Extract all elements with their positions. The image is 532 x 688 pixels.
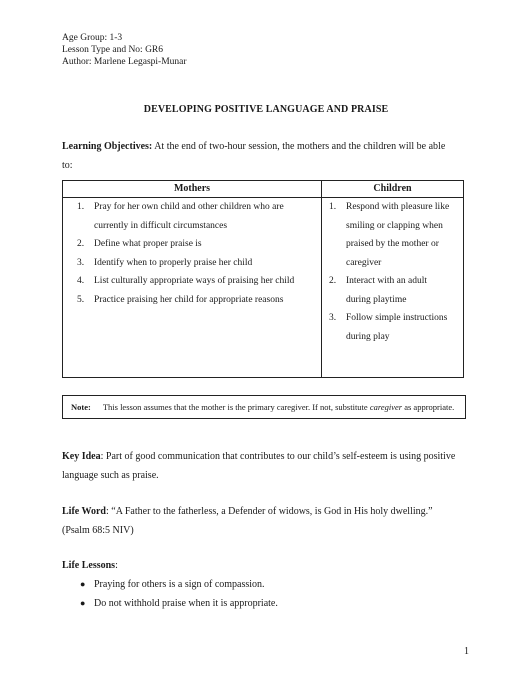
list-item: ● Do not withhold praise when it is appropriate. xyxy=(80,594,278,613)
learning-objectives-text-cont: to: xyxy=(62,160,73,171)
page-number: 1 xyxy=(464,646,469,657)
learning-objectives-paragraph xyxy=(62,137,472,175)
note-italic-word: caregiver xyxy=(369,402,403,412)
list-item: 2. Define what proper praise is xyxy=(77,239,202,249)
list-item: 1. Pray for her own child and other children who are currently in difficult circumstances xyxy=(77,202,284,231)
bullet-icon: ● xyxy=(80,579,86,589)
life-lessons-heading: Life Lessons: xyxy=(62,560,118,571)
key-idea-label: Key Idea xyxy=(62,451,101,462)
list-item: 3. Identify when to properly praise her child xyxy=(77,257,253,268)
bullet-icon: ● xyxy=(80,598,86,608)
note-text-end: as appropriate. xyxy=(402,402,455,412)
document-title: DEVELOPING POSITIVE LANGUAGE AND PRAISE xyxy=(143,104,389,115)
life-lessons-label: Life Lessons xyxy=(62,560,116,571)
note-label: Note: xyxy=(71,402,91,412)
list-item: 1. Respond with pleasure like smiling or clapping when praised by the mother or caregiver xyxy=(329,202,450,268)
note-box xyxy=(62,395,466,419)
mothers-objectives-list xyxy=(77,198,317,309)
author-line: Author: Marlene Legaspi-Munar xyxy=(62,57,187,67)
list-item: 3. Follow simple instructions during play xyxy=(329,313,448,342)
key-idea-paragraph: Key Idea: Part of good communication that contributes to our child’s self-esteem is using positive language such as praise. xyxy=(62,451,456,481)
list-item: ● Praying for others is a sign of compassion. xyxy=(80,575,278,594)
table-column-divider xyxy=(321,181,322,377)
life-word-label: Life Word xyxy=(62,506,106,517)
life-lessons-list xyxy=(80,575,278,613)
children-objectives-list xyxy=(329,198,461,346)
life-word-paragraph: Life Word: “A Father to the fatherless, a Defender of widows, is God in His holy dwelling.” (Psalm 68:5 NIV) xyxy=(62,506,433,536)
children-column-header: Children xyxy=(373,183,412,194)
list-item: 4. List culturally appropriate ways of praising her child xyxy=(77,276,295,286)
list-item: 5. Practice praising her child for appropriate reasons xyxy=(77,294,284,305)
list-item: 2. Interact with an adult during playtime xyxy=(329,276,427,305)
age-group-line: Age Group: 1-3 xyxy=(62,33,123,43)
mothers-column-header: Mothers xyxy=(173,183,211,194)
lesson-type-line: Lesson Type and No: GR6 xyxy=(62,45,164,55)
objectives-table xyxy=(62,180,464,378)
note-text: This lesson assumes that the mother is the primary caregiver. If not, substitute xyxy=(102,402,370,412)
learning-objectives-label: Learning Objectives: xyxy=(62,141,153,152)
learning-objectives-text: At the end of two-hour session, the mothers and the children will be able xyxy=(152,141,446,152)
